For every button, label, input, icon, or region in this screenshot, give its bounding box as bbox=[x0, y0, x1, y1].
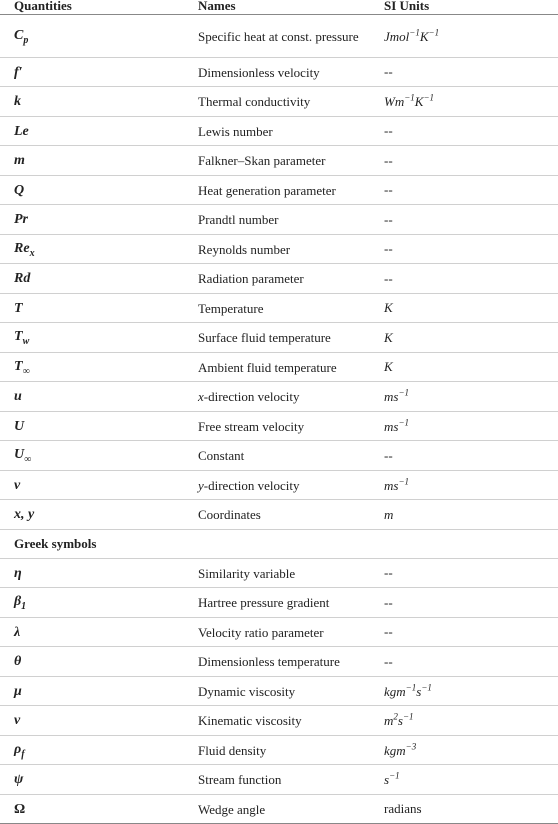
table-row bbox=[0, 205, 558, 235]
table-row bbox=[0, 58, 558, 87]
symbol-text: Re bbox=[14, 240, 30, 256]
symbol-text: u bbox=[14, 389, 22, 404]
name-cell: Radiation parameter bbox=[198, 271, 304, 286]
table-row bbox=[0, 647, 558, 677]
unit-cell: $Jmol^{-1}K^{-1}$ bbox=[384, 27, 440, 44]
table-row bbox=[0, 264, 558, 294]
table-row bbox=[0, 765, 558, 795]
name-cell: Heat generation parameter bbox=[198, 182, 336, 198]
symbol-cell bbox=[14, 654, 21, 669]
table-row bbox=[0, 382, 558, 412]
table-row bbox=[0, 588, 558, 618]
name-cell: Surface fluid temperature bbox=[198, 330, 331, 345]
symbol-text: m bbox=[14, 153, 25, 168]
name-cell: Constant bbox=[198, 448, 245, 463]
name-cell: y-direction velocity bbox=[198, 477, 300, 493]
symbol-text: T bbox=[14, 358, 23, 374]
table-row bbox=[0, 323, 558, 353]
symbol-text: T bbox=[14, 329, 23, 345]
unit-cell: $ms^{-1}$ bbox=[384, 387, 410, 405]
name-cell: Reynolds number bbox=[198, 241, 291, 257]
header-si-units: SI Units bbox=[384, 0, 430, 13]
name-cell: x-direction velocity bbox=[198, 389, 300, 404]
symbol-text: x, y bbox=[14, 507, 35, 522]
table-row bbox=[0, 176, 558, 205]
table-row bbox=[0, 795, 558, 824]
symbol-text: k bbox=[14, 94, 21, 109]
name-cell: Kinematic viscosity bbox=[198, 713, 302, 728]
symbol-subscript: p bbox=[23, 34, 29, 46]
symbol-cell bbox=[14, 713, 20, 728]
symbol-text: θ bbox=[14, 654, 22, 669]
table-row bbox=[0, 412, 558, 441]
header-quantities: Quantities bbox=[14, 0, 72, 13]
symbol-cell bbox=[14, 240, 35, 259]
table-row bbox=[0, 117, 558, 146]
symbol-text: μ bbox=[14, 683, 22, 699]
symbol-cell bbox=[14, 27, 29, 46]
symbol-text: Rd bbox=[14, 271, 31, 286]
unit-cell: m bbox=[384, 506, 394, 522]
symbol-cell bbox=[14, 389, 22, 404]
symbol-text: U bbox=[14, 418, 25, 434]
header-names: Names bbox=[198, 0, 236, 13]
table-row bbox=[0, 235, 558, 264]
table-row bbox=[0, 559, 558, 588]
symbol-cell bbox=[14, 301, 23, 316]
symbol-subscript: 1 bbox=[21, 600, 27, 612]
symbol-text: Ω bbox=[14, 801, 26, 817]
unit-cell: $ms^{-1}$ bbox=[384, 476, 410, 493]
name-cell: Temperature bbox=[198, 300, 264, 316]
unit-cell: $kgm^{-1}s^{-1}$ bbox=[384, 682, 432, 699]
name-cell: Dynamic viscosity bbox=[198, 683, 296, 699]
name-cell: Thermal conductivity bbox=[198, 94, 311, 109]
name-cell: Dimensionless velocity bbox=[198, 64, 320, 80]
symbol-subscript: ∞ bbox=[22, 365, 30, 377]
symbol-text: Q bbox=[14, 182, 25, 198]
unit-cell: -- bbox=[384, 653, 393, 669]
name-cell: Wedge angle bbox=[198, 801, 266, 817]
name-cell: Velocity ratio parameter bbox=[198, 624, 324, 640]
name-cell: Coordinates bbox=[198, 507, 261, 522]
table-row bbox=[0, 441, 558, 471]
table-row bbox=[0, 618, 558, 647]
symbol-text: ν bbox=[14, 713, 21, 728]
symbol-text: β bbox=[14, 594, 22, 610]
symbol-text: f′ bbox=[14, 64, 23, 80]
symbol-cell bbox=[14, 329, 30, 347]
name-cell: Similarity variable bbox=[198, 565, 296, 581]
symbol-cell bbox=[14, 566, 22, 581]
table-header bbox=[0, 0, 558, 15]
table-row bbox=[0, 353, 558, 382]
table-row bbox=[0, 15, 558, 58]
table-body bbox=[0, 15, 558, 824]
table-row bbox=[0, 87, 558, 117]
unit-cell: K bbox=[384, 329, 393, 345]
unit-cell: -- bbox=[384, 447, 393, 463]
symbol-cell bbox=[14, 124, 29, 139]
symbol-cell bbox=[14, 271, 30, 286]
name-cell: Stream function bbox=[198, 772, 282, 787]
unit-cell: -- bbox=[384, 624, 393, 639]
symbol-cell bbox=[14, 419, 24, 434]
symbol-cell bbox=[14, 478, 20, 493]
symbol-cell bbox=[14, 625, 20, 640]
name-cell: Lewis number bbox=[198, 123, 273, 139]
symbol-cell bbox=[14, 183, 24, 198]
name-cell: Fluid density bbox=[198, 742, 267, 758]
unit-cell: K bbox=[384, 300, 393, 315]
unit-cell: -- bbox=[384, 152, 393, 168]
symbol-text: ρ bbox=[14, 741, 22, 757]
symbol-cell bbox=[14, 94, 21, 109]
symbol-text: Le bbox=[14, 123, 29, 139]
table-row bbox=[0, 471, 558, 500]
name-cell: Dimensionless temperature bbox=[198, 654, 340, 669]
symbol-subscript: ∞ bbox=[24, 453, 32, 465]
name-cell: Ambient fluid temperature bbox=[198, 359, 337, 375]
name-cell: Prandtl number bbox=[198, 212, 279, 227]
unit-cell: kgm$^{-3}$ bbox=[384, 741, 417, 758]
symbol-cell bbox=[14, 772, 23, 787]
table-row bbox=[0, 146, 558, 176]
symbol-cell bbox=[14, 358, 30, 377]
unit-cell: -- bbox=[384, 594, 393, 610]
symbol-subscript: f bbox=[21, 748, 25, 760]
symbol-cell bbox=[14, 447, 32, 465]
symbol-text: η bbox=[14, 565, 22, 581]
symbol-cell bbox=[14, 594, 27, 612]
table-row bbox=[0, 706, 558, 736]
unit-cell: $s^{-1}$ bbox=[384, 770, 400, 788]
unit-cell: -- bbox=[384, 241, 393, 256]
name-cell: Hartree pressure gradient bbox=[198, 595, 330, 610]
symbol-text: ψ bbox=[14, 772, 24, 787]
symbol-cell bbox=[14, 802, 25, 817]
symbol-cell bbox=[14, 741, 25, 760]
unit-cell: -- bbox=[384, 64, 393, 79]
symbol-text: λ bbox=[14, 624, 21, 640]
symbol-cell bbox=[14, 212, 28, 227]
table-row bbox=[0, 294, 558, 323]
unit-cell: K bbox=[384, 359, 393, 374]
symbol-cell bbox=[14, 153, 25, 168]
symbol-text: v bbox=[14, 477, 21, 493]
unit-cell: radians bbox=[384, 801, 422, 816]
symbol-text: T bbox=[14, 300, 23, 316]
symbol-cell bbox=[14, 507, 34, 522]
table-row bbox=[0, 500, 558, 530]
unit-cell: -- bbox=[384, 182, 393, 197]
symbol-text: C bbox=[14, 27, 24, 43]
unit-cell: -- bbox=[384, 270, 393, 286]
name-cell: Falkner–Skan parameter bbox=[198, 153, 326, 168]
symbol-text: Pr bbox=[14, 212, 28, 227]
symbol-cell bbox=[14, 684, 22, 699]
symbol-subscript: w bbox=[22, 335, 30, 347]
name-cell: Free stream velocity bbox=[198, 418, 305, 434]
symbol-cell bbox=[14, 65, 23, 80]
section-row-greek-symbols bbox=[0, 530, 558, 559]
section-heading: Greek symbols bbox=[14, 536, 97, 551]
unit-cell: -- bbox=[384, 123, 393, 138]
unit-cell: -- bbox=[384, 565, 393, 580]
unit-cell: $Wm^{-1}K^{-1}$ bbox=[384, 92, 435, 110]
unit-cell: $m^2s^{-1}$ bbox=[384, 711, 414, 729]
unit-cell: $ms^{-1}$ bbox=[384, 417, 410, 434]
table-row bbox=[0, 677, 558, 706]
unit-cell: -- bbox=[384, 211, 393, 227]
table-row bbox=[0, 736, 558, 765]
name-cell: Specific heat at const. pressure bbox=[198, 28, 359, 44]
symbol-text: U bbox=[14, 447, 25, 463]
symbol-subscript: x bbox=[29, 247, 35, 259]
